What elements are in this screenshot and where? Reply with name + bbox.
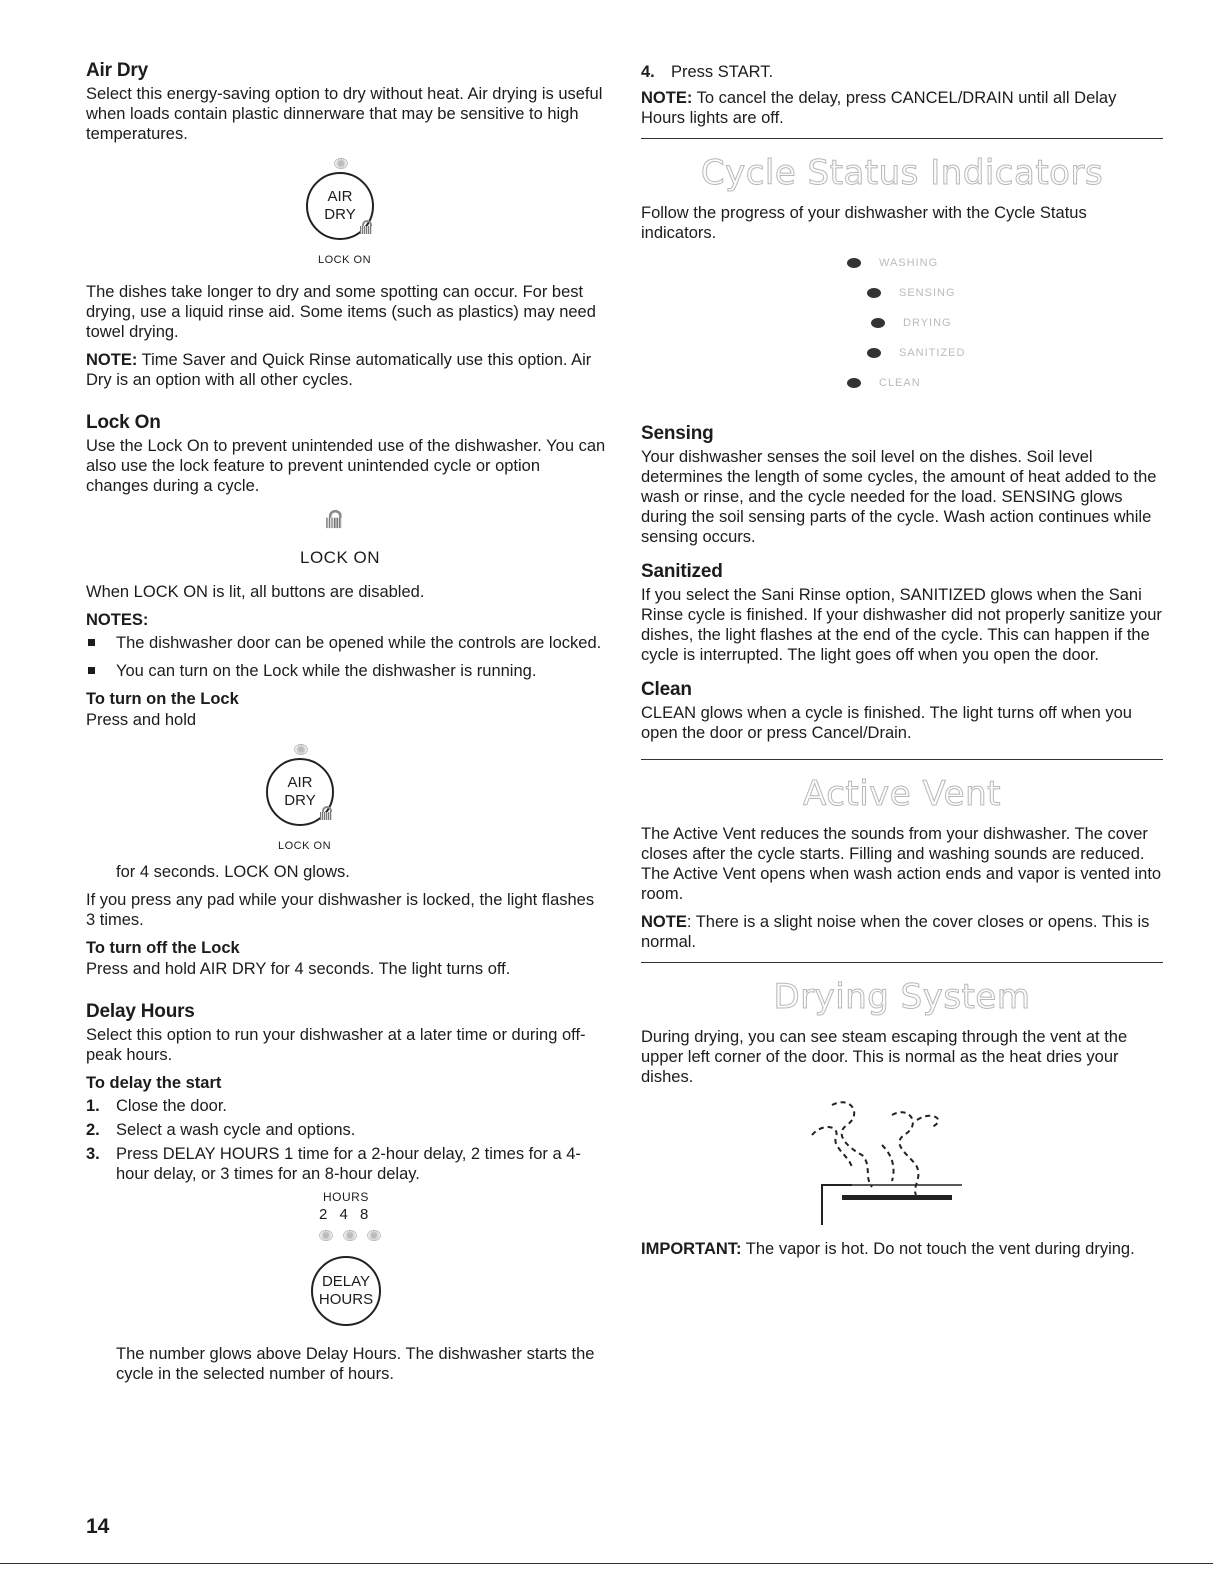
cycle-status-indicators — [641, 253, 1163, 403]
drying-system-heading: Drying System — [773, 977, 1031, 1017]
delay-steps-list — [86, 1096, 606, 1184]
drying-system-text: During drying, you can see steam escaping through the vent at the upper left corner of the door. This is normal as the heat dries your dishes. — [641, 1028, 1128, 1086]
air-dry-button-figure-2 — [246, 744, 366, 856]
delay-cancel-note: NOTE: To cancel the delay, press CANCEL/DRAIN until all Delay Hours lights are off. — [641, 89, 1117, 127]
lock-on-figure — [276, 508, 416, 572]
delay-hours-figure — [281, 1190, 411, 1330]
delay-hours-heading: Delay Hours — [86, 1001, 195, 1022]
divider — [0, 1563, 1213, 1564]
air-dry-note: NOTE: Time Saver and Quick Rinse automatically use this option. Air Dry is an option with all other cycles. — [86, 351, 592, 389]
status-indicator-washing: WASHING — [847, 257, 938, 269]
cycle-status-intro: Follow the progress of your dishwasher with the Cycle Status indicators. — [641, 204, 1087, 242]
drying-important-note: IMPORTANT: The vapor is hot. Do not touch the vent during drying. — [641, 1240, 1135, 1258]
page-number: 14 — [86, 1515, 110, 1538]
left-column — [86, 60, 606, 1392]
clean-heading: Clean — [641, 679, 692, 700]
divider — [641, 138, 1163, 139]
delay-hours-intro: Select this option to run your dishwasher at a later time or during off-peak hours. — [86, 1026, 586, 1064]
status-indicator-clean: CLEAN — [847, 377, 921, 389]
list-item: 2. Select a wash cycle and options. — [86, 1121, 356, 1139]
divider — [641, 962, 1163, 963]
sensing-text: Your dishwasher senses the soil level on the dishes. Soil level determines the length of some cycles, the amount of heat added to the wash or rinse, and the cycle needed for the load. SENSING glows during the soil sensing parts of the cycle. Wash action continues while sensing occurs. — [641, 448, 1157, 546]
lock-on-lit-text: When LOCK ON is lit, all buttons are disabled. — [86, 583, 425, 601]
lock-on-label: LOCK ON — [278, 840, 332, 852]
right-column — [641, 60, 1163, 1267]
list-item: You can turn on the Lock while the dishwasher is running. — [86, 661, 606, 681]
four-seconds-text: for 4 seconds. LOCK ON glows. — [116, 863, 350, 881]
led-indicator-icon — [319, 1230, 333, 1241]
lock-on-label: LOCK ON — [318, 254, 372, 266]
divider — [641, 759, 1163, 760]
lock-icon — [326, 510, 342, 528]
hours-label: HOURS — [323, 1190, 369, 1204]
led-indicator-icon — [367, 1230, 381, 1241]
list-item: 1. Close the door. — [86, 1097, 227, 1115]
active-vent-note: NOTE: There is a slight noise when the cover closes or opens. This is normal. — [641, 913, 1150, 951]
notes-list — [86, 633, 606, 681]
status-light-icon — [867, 348, 881, 358]
notes-heading: NOTES: — [86, 611, 149, 629]
led-indicator-icon — [294, 744, 308, 755]
air-dry-button-figure — [286, 158, 406, 270]
air-dry-button-icon: AIR DRY — [266, 758, 334, 826]
press-and-hold-text: Press and hold — [86, 711, 197, 729]
status-indicator-drying: DRYING — [871, 317, 952, 329]
sensing-heading: Sensing — [641, 423, 714, 444]
cycle-status-heading: Cycle Status Indicators — [700, 153, 1104, 193]
air-dry-heading: Air Dry — [86, 60, 148, 81]
delay-hours-button-icon: DELAY HOURS — [311, 1256, 381, 1326]
delay-steps-continued — [641, 62, 1163, 82]
lock-on-heading: Lock On — [86, 412, 161, 433]
air-dry-button-icon: AIR DRY — [306, 172, 374, 240]
lock-on-intro: Use the Lock On to prevent unintended use of the dishwasher. You can also use the lock feature to prevent unintended cycle or option changes during a cycle. — [86, 437, 606, 495]
air-dry-body: The dishes take longer to dry and some spotting can occur. For best drying, use a liquid rinse aid. Some items (such as plastics) may need towel drying. — [86, 283, 596, 341]
lock-icon — [360, 220, 372, 234]
list-item: 4. Press START. — [641, 63, 774, 81]
sanitized-text: If you select the Sani Rinse option, SANITIZED glows when the Sani Rinse cycle is finished. If your dishwasher did not properly sanitize your dishes, the light flashes at the end of the cycle. This can happen if the cycle is interrupted. The light goes off when you open the door. — [641, 586, 1162, 664]
status-light-icon — [847, 258, 861, 268]
air-dry-intro: Select this energy-saving option to dry without heat. Air drying is useful when loads contain plastic dinnerware that may be sensitive to high temperatures. — [86, 85, 603, 143]
steam-vent-illustration-icon — [792, 1095, 972, 1225]
led-indicator-icon — [343, 1230, 357, 1241]
status-indicator-sanitized: SANITIZED — [867, 347, 965, 359]
clean-text: CLEAN glows when a cycle is finished. The light turns off when you open the door or press Cancel/Drain. — [641, 704, 1132, 742]
lock-icon — [320, 806, 332, 820]
led-indicator-icon — [334, 158, 348, 169]
sanitized-heading: Sanitized — [641, 561, 723, 582]
hours-values: 2 4 8 — [319, 1206, 369, 1223]
status-light-icon — [847, 378, 861, 388]
active-vent-text: The Active Vent reduces the sounds from your dishwasher. The cover closes after the cycle starts. Filling and washing sounds are reduced. The Active Vent opens when wash action ends and vapor is vented into room. — [641, 825, 1162, 903]
status-light-icon — [867, 288, 881, 298]
list-item: 3. Press DELAY HOURS 1 time for a 2-hour delay, 2 times for a 4-hour delay, or 3 times for an 8-hour delay. — [86, 1145, 581, 1183]
turn-off-lock-text: Press and hold AIR DRY for 4 seconds. The light turns off. — [86, 960, 511, 978]
list-item: The dishwasher door can be opened while the controls are locked. — [86, 633, 606, 653]
lock-on-caption: LOCK ON — [300, 548, 381, 567]
active-vent-heading: Active Vent — [803, 774, 1001, 814]
status-indicator-sensing: SENSING — [867, 287, 956, 299]
delay-start-heading: To delay the start — [86, 1074, 222, 1092]
turn-off-lock-heading: To turn off the Lock — [86, 939, 240, 957]
status-light-icon — [871, 318, 885, 328]
delay-closing-text: The number glows above Delay Hours. The dishwasher starts the cycle in the selected number of hours. — [116, 1345, 595, 1383]
turn-on-lock-heading: To turn on the Lock — [86, 690, 239, 708]
flashes-text: If you press any pad while your dishwasher is locked, the light flashes 3 times. — [86, 891, 595, 929]
